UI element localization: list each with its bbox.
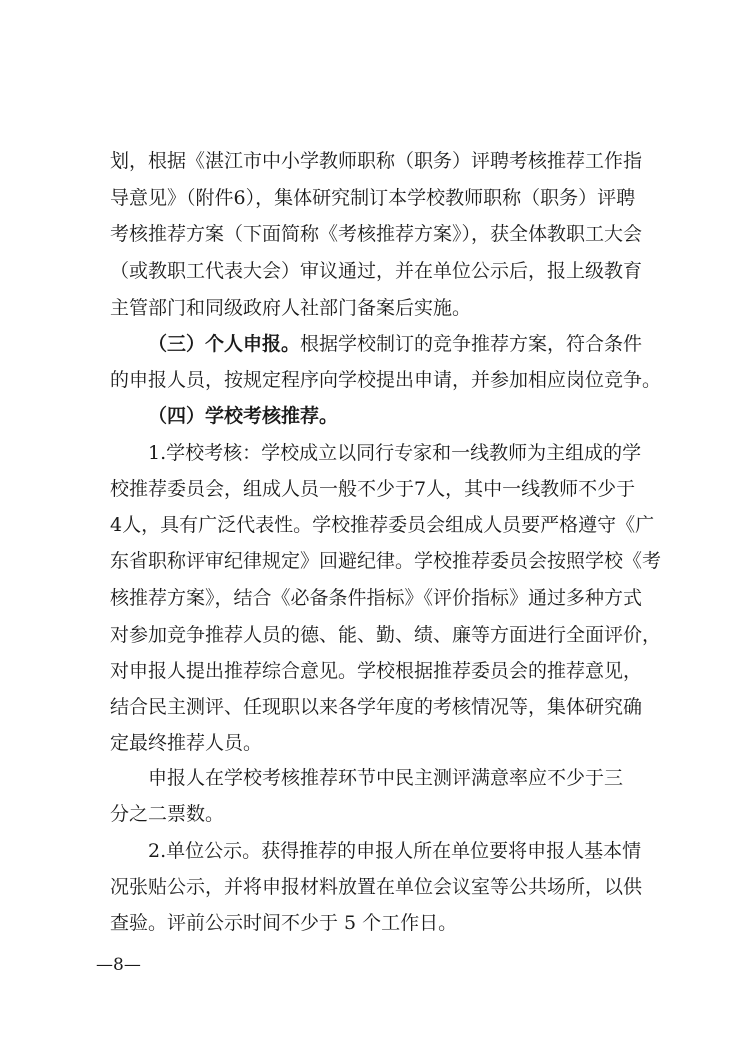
text-line: 查验。评前公示时间不少于 5 个工作日。: [110, 912, 458, 934]
text-line: （或教职工代表大会）审议通过，并在单位公示后，报上级教育: [110, 260, 643, 282]
text-line: 的申报人员，按规定程序向学校提出申请，并参加相应岗位竞争。: [110, 369, 662, 391]
text-line: 对参加竞争推荐人员的德、能、勤、绩、廉等方面进行全面评价，: [110, 624, 662, 646]
text-line: 导意见》（附件6），集体研究制订本学校教师职称（职务）评聘: [110, 187, 636, 209]
text-line: 东省职称评审纪律规定》回避纪律。学校推荐委员会按照学校《考: [110, 550, 662, 572]
text-line: 主管部门和同级政府人社部门备案后实施。: [110, 297, 472, 319]
section-3-text: 根据学校制订的竞争推荐方案，符合条件: [300, 333, 643, 355]
text-line: 分之二票数。: [110, 803, 225, 825]
section-3-heading: （三）个人申报。: [148, 333, 301, 355]
text-line: 对申报人提出推荐综合意见。学校根据推荐委员会的推荐意见，: [110, 660, 643, 682]
section-3-line: [148, 326, 670, 362]
text-line: 定最终推荐人员。: [110, 732, 263, 754]
text-line: 考核推荐方案（下面简称《考核推荐方案》），获全体教职工大会: [110, 223, 643, 245]
page-number: —8—: [96, 955, 141, 975]
text-line: 申报人在学校考核推荐环节中民主测评满意率应不少于三: [148, 767, 624, 789]
text-line: 况张贴公示，并将申报材料放置在单位会议室等公共场所，以供: [110, 876, 643, 898]
text-line: 4人，具有广泛代表性。学校推荐委员会组成人员要严格遵守《广: [110, 514, 655, 536]
text-line: 划，根据《湛江市中小学教师职称（职务）评聘考核推荐工作指: [110, 150, 643, 172]
text-line: 2.单位公示。获得推荐的申报人所在单位要将申报人基本情: [148, 840, 642, 862]
text-line: 校推荐委员会，组成人员一般不少于7人，其中一线教师不少于: [110, 478, 636, 500]
text-line: 核推荐方案》，结合《必备条件指标》《评价指标》通过多种方式: [110, 587, 643, 609]
section-4-heading: （四）学校考核推荐。: [148, 405, 339, 427]
text-line: 1.学校考核：学校成立以同行专家和一线教师为主组成的学: [148, 442, 642, 464]
text-line: 结合民主测评、任现职以来各学年度的考核情况等，集体研究确: [110, 696, 643, 718]
